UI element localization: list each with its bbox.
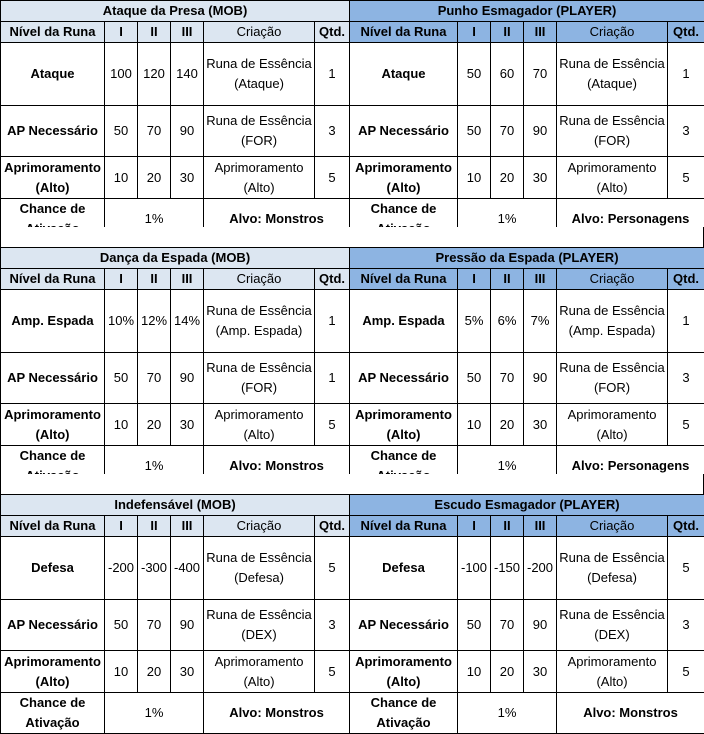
level-i-value: 10 xyxy=(105,651,138,693)
header-criacao: Criação xyxy=(557,269,668,290)
row-label: AP Necessário xyxy=(1,353,105,404)
criacao-value: Aprimoramento (Alto) xyxy=(557,404,668,446)
alvo-value: Alvo: Monstros xyxy=(204,446,350,487)
level-ii-value: 70 xyxy=(138,106,171,157)
rune-section xyxy=(0,247,704,474)
qtd-value: 5 xyxy=(315,537,350,600)
level-iii-value: 90 xyxy=(524,106,557,157)
criacao-value: Runa de Essência (FOR) xyxy=(204,353,315,404)
level-ii-value: 20 xyxy=(491,404,524,446)
table-title: Escudo Esmagador (PLAYER) xyxy=(350,495,704,516)
level-ii-value: -300 xyxy=(138,537,171,600)
qtd-value: 3 xyxy=(668,353,704,404)
level-ii-value: 70 xyxy=(491,106,524,157)
level-i-value: 50 xyxy=(105,106,138,157)
level-ii-value: 20 xyxy=(138,157,171,199)
level-i-value: 10 xyxy=(458,157,491,199)
level-i-value: 10 xyxy=(105,157,138,199)
level-ii-value: 12% xyxy=(138,290,171,353)
level-i-value: 50 xyxy=(458,43,491,106)
row-label: Amp. Espada xyxy=(1,290,105,353)
qtd-value: 5 xyxy=(315,651,350,693)
level-iii-value: 30 xyxy=(524,404,557,446)
header-nivel: Nível da Runa xyxy=(1,269,105,290)
table-row xyxy=(1,353,350,404)
level-i-value: 10 xyxy=(105,404,138,446)
table-row xyxy=(1,106,350,157)
level-i-value: 50 xyxy=(105,353,138,404)
header-i: I xyxy=(105,22,138,43)
header-ii: II xyxy=(138,269,171,290)
header-criacao: Criação xyxy=(557,516,668,537)
table-row xyxy=(1,157,350,199)
header-iii: III xyxy=(524,22,557,43)
left-rune-table xyxy=(0,494,350,734)
header-ii: II xyxy=(491,22,524,43)
header-ii: II xyxy=(138,22,171,43)
table-title: Ataque da Presa (MOB) xyxy=(1,1,350,22)
level-i-value: 50 xyxy=(458,353,491,404)
table-row xyxy=(350,290,704,353)
qtd-value: 3 xyxy=(315,106,350,157)
row-label: Defesa xyxy=(1,537,105,600)
level-iii-value: 30 xyxy=(171,651,204,693)
level-i-value: -100 xyxy=(458,537,491,600)
qtd-value: 5 xyxy=(668,537,704,600)
level-iii-value: 30 xyxy=(171,157,204,199)
table-row xyxy=(1,404,350,446)
table-row xyxy=(350,404,704,446)
row-label: Ataque xyxy=(1,43,105,106)
level-i-value: -200 xyxy=(105,537,138,600)
alvo-value: Alvo: Monstros xyxy=(204,199,350,240)
table-title: Indefensável (MOB) xyxy=(1,495,350,516)
table-row xyxy=(350,157,704,199)
left-rune-table xyxy=(0,0,350,240)
header-qtd: Qtd. xyxy=(315,269,350,290)
qtd-value: 1 xyxy=(315,43,350,106)
table-row xyxy=(350,43,704,106)
qtd-value: 5 xyxy=(315,157,350,199)
header-qtd: Qtd. xyxy=(315,516,350,537)
criacao-value: Aprimoramento (Alto) xyxy=(204,157,315,199)
level-ii-value: -150 xyxy=(491,537,524,600)
level-iii-value: 90 xyxy=(171,600,204,651)
row-label: Defesa xyxy=(350,537,458,600)
level-ii-value: 70 xyxy=(138,353,171,404)
table-row xyxy=(1,600,350,651)
criacao-value: Runa de Essência (FOR) xyxy=(557,106,668,157)
header-i: I xyxy=(458,22,491,43)
level-ii-value: 70 xyxy=(491,600,524,651)
table-row xyxy=(350,600,704,651)
level-ii-value: 20 xyxy=(138,404,171,446)
criacao-value: Runa de Essência (DEX) xyxy=(557,600,668,651)
criacao-value: Aprimoramento (Alto) xyxy=(557,651,668,693)
level-iii-value: 70 xyxy=(524,43,557,106)
chance-value: 1% xyxy=(105,446,204,487)
header-qtd: Qtd. xyxy=(668,22,704,43)
table-title: Punho Esmagador (PLAYER) xyxy=(350,1,704,22)
level-iii-value: 7% xyxy=(524,290,557,353)
level-ii-value: 6% xyxy=(491,290,524,353)
row-label: AP Necessário xyxy=(1,600,105,651)
header-iii: III xyxy=(524,516,557,537)
alvo-value: Alvo: Personagens xyxy=(557,446,704,487)
level-iii-value: 30 xyxy=(524,157,557,199)
level-i-value: 10 xyxy=(458,404,491,446)
header-qtd: Qtd. xyxy=(668,516,704,537)
level-i-value: 5% xyxy=(458,290,491,353)
alvo-value: Alvo: Monstros xyxy=(557,693,704,734)
qtd-value: 1 xyxy=(315,353,350,404)
level-ii-value: 60 xyxy=(491,43,524,106)
table-row xyxy=(1,651,350,693)
level-i-value: 50 xyxy=(458,106,491,157)
level-i-value: 10 xyxy=(458,651,491,693)
header-i: I xyxy=(458,269,491,290)
table-row xyxy=(350,537,704,600)
level-iii-value: 90 xyxy=(524,353,557,404)
criacao-value: Runa de Essência (FOR) xyxy=(557,353,668,404)
right-rune-table xyxy=(349,247,704,487)
chance-label: Chance de xyxy=(1,446,105,487)
level-iii-value: 90 xyxy=(171,353,204,404)
level-i-value: 10% xyxy=(105,290,138,353)
header-iii: III xyxy=(171,516,204,537)
criacao-value: Runa de Essência (Amp. Espada) xyxy=(204,290,315,353)
row-label: AP Necessário xyxy=(350,106,458,157)
header-criacao: Criação xyxy=(204,269,315,290)
header-iii: III xyxy=(524,269,557,290)
qtd-value: 3 xyxy=(315,600,350,651)
row-label: AP Necessário xyxy=(1,106,105,157)
level-i-value: 50 xyxy=(458,600,491,651)
level-iii-value: 30 xyxy=(171,404,204,446)
level-i-value: 50 xyxy=(105,600,138,651)
table-title: Dança da Espada (MOB) xyxy=(1,248,350,269)
chance-row xyxy=(1,693,350,734)
level-iii-value: -200 xyxy=(524,537,557,600)
criacao-value: Aprimoramento (Alto) xyxy=(204,404,315,446)
header-i: I xyxy=(458,516,491,537)
chance-value: 1% xyxy=(105,693,204,734)
chance-value: 1% xyxy=(458,199,557,240)
criacao-value: Runa de Essência (Ataque) xyxy=(204,43,315,106)
header-i: I xyxy=(105,516,138,537)
criacao-value: Aprimoramento (Alto) xyxy=(204,651,315,693)
level-i-value: 100 xyxy=(105,43,138,106)
table-row xyxy=(1,537,350,600)
row-label: Aprimoramento (Alto) xyxy=(1,157,105,199)
header-iii: III xyxy=(171,269,204,290)
table-title: Pressão da Espada (PLAYER) xyxy=(350,248,704,269)
table-row xyxy=(1,43,350,106)
chance-label: Chance de Ativação xyxy=(1,693,105,734)
row-label: Ataque xyxy=(350,43,458,106)
header-criacao: Criação xyxy=(204,516,315,537)
row-label: Aprimoramento (Alto) xyxy=(1,651,105,693)
chance-label: Chance de xyxy=(350,446,458,487)
row-label: Aprimoramento (Alto) xyxy=(1,404,105,446)
header-qtd: Qtd. xyxy=(668,269,704,290)
level-ii-value: 70 xyxy=(491,353,524,404)
level-ii-value: 20 xyxy=(138,651,171,693)
level-iii-value: 90 xyxy=(524,600,557,651)
alvo-value: Alvo: Monstros xyxy=(204,693,350,734)
header-nivel: Nível da Runa xyxy=(350,516,458,537)
right-rune-table xyxy=(349,0,704,240)
header-ii: II xyxy=(491,516,524,537)
level-ii-value: 20 xyxy=(491,157,524,199)
level-ii-value: 120 xyxy=(138,43,171,106)
row-label: Aprimoramento (Alto) xyxy=(350,651,458,693)
chance-value: 1% xyxy=(458,693,557,734)
qtd-value: 3 xyxy=(668,600,704,651)
header-nivel: Nível da Runa xyxy=(1,516,105,537)
criacao-value: Runa de Essência (Amp. Espada) xyxy=(557,290,668,353)
rune-section xyxy=(0,0,704,227)
chance-label: Chance de Ativação xyxy=(350,693,458,734)
qtd-value: 1 xyxy=(668,290,704,353)
table-row xyxy=(350,651,704,693)
rune-section xyxy=(0,494,704,721)
qtd-value: 3 xyxy=(668,106,704,157)
criacao-value: Runa de Essência (FOR) xyxy=(204,106,315,157)
right-rune-table xyxy=(349,494,704,734)
level-iii-value: 14% xyxy=(171,290,204,353)
qtd-value: 5 xyxy=(668,404,704,446)
header-criacao: Criação xyxy=(557,22,668,43)
left-rune-table xyxy=(0,247,350,487)
row-label: Aprimoramento (Alto) xyxy=(350,157,458,199)
qtd-value: 1 xyxy=(315,290,350,353)
chance-label: Chance de xyxy=(1,199,105,240)
criacao-value: Runa de Essência (Defesa) xyxy=(557,537,668,600)
qtd-value: 5 xyxy=(668,157,704,199)
table-row xyxy=(350,353,704,404)
qtd-value: 5 xyxy=(315,404,350,446)
header-nivel: Nível da Runa xyxy=(1,22,105,43)
level-iii-value: 140 xyxy=(171,43,204,106)
level-iii-value: -400 xyxy=(171,537,204,600)
level-ii-value: 20 xyxy=(491,651,524,693)
header-criacao: Criação xyxy=(204,22,315,43)
qtd-value: 5 xyxy=(668,651,704,693)
header-nivel: Nível da Runa xyxy=(350,269,458,290)
table-row xyxy=(1,290,350,353)
level-iii-value: 90 xyxy=(171,106,204,157)
header-i: I xyxy=(105,269,138,290)
chance-row xyxy=(350,693,704,734)
section-spacer xyxy=(0,474,704,494)
chance-value: 1% xyxy=(458,446,557,487)
header-iii: III xyxy=(171,22,204,43)
row-label: Amp. Espada xyxy=(350,290,458,353)
criacao-value: Aprimoramento (Alto) xyxy=(557,157,668,199)
level-iii-value: 30 xyxy=(524,651,557,693)
row-label: Aprimoramento (Alto) xyxy=(350,404,458,446)
header-nivel: Nível da Runa xyxy=(350,22,458,43)
table-row xyxy=(350,106,704,157)
qtd-value: 1 xyxy=(668,43,704,106)
header-ii: II xyxy=(138,516,171,537)
row-label: AP Necessário xyxy=(350,600,458,651)
section-spacer xyxy=(0,227,704,247)
chance-label: Chance de xyxy=(350,199,458,240)
row-label: AP Necessário xyxy=(350,353,458,404)
chance-value: 1% xyxy=(105,199,204,240)
header-ii: II xyxy=(491,269,524,290)
alvo-value: Alvo: Personagens xyxy=(557,199,704,240)
criacao-value: Runa de Essência (Ataque) xyxy=(557,43,668,106)
criacao-value: Runa de Essência (Defesa) xyxy=(204,537,315,600)
criacao-value: Runa de Essência (DEX) xyxy=(204,600,315,651)
header-qtd: Qtd. xyxy=(315,22,350,43)
level-ii-value: 70 xyxy=(138,600,171,651)
